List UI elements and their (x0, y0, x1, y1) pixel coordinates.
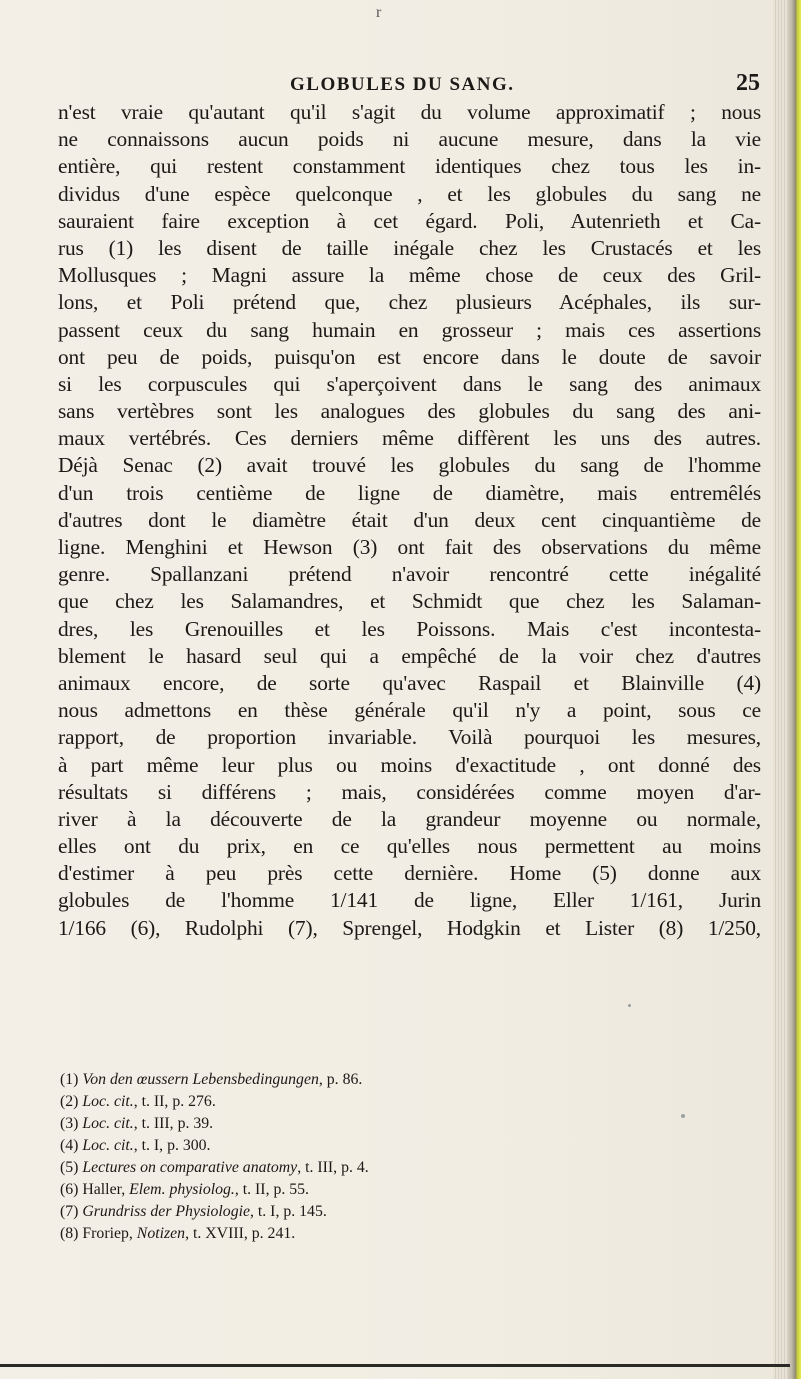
body-line: sans vertèbres sont les analogues des globules du sang des ani- (58, 399, 761, 424)
body-line: ligne. Menghini et Hewson (3) ont fait des observations du même (58, 535, 761, 559)
body-line: Déjà Senac (2) avait trouvé les globules du sang de l'homme (58, 453, 761, 478)
footnote-number: (5) (60, 1159, 79, 1176)
top-mark: r (376, 4, 382, 21)
body-line: Mollusques ; Magni assure la même chose de ceux des Gril- (58, 263, 761, 288)
footnote-title: Grundriss der Physiologie (82, 1203, 250, 1220)
footnote (60, 1223, 660, 1245)
body-line: dividus d'une espèce quelconque , et les globules du sang ne (58, 181, 761, 206)
body-line: elles ont du prix, en ce qu'elles nous permettent au moins (58, 834, 761, 859)
body-line: nous admettons en thèse générale qu'il n'y a point, sous ce (58, 698, 761, 723)
body-line: genre. Spallanzani prétend n'avoir rencontré cette inégalité (58, 562, 761, 587)
footnote (60, 1069, 660, 1091)
footnote (60, 1135, 660, 1157)
body-line: animaux encore, de sorte qu'avec Raspail et Blainville (4) (58, 670, 761, 695)
footnote-title: Elem. physiolog. (129, 1181, 235, 1198)
body-line: si les corpuscules qui s'aperçoivent dans le sang des animaux (58, 371, 761, 396)
footnote-title: Loc. cit. (82, 1115, 134, 1132)
body-line: ne connaissons aucun poids ni aucune mesure, dans la vie (58, 127, 761, 152)
body-line: river à la découverte de la grandeur moyenne ou normale, (58, 806, 761, 831)
body-line: ont peu de poids, puisqu'on est encore dans le doute de savoir (58, 344, 761, 369)
page-number: 25 (736, 70, 760, 96)
footnote-number: (7) (60, 1203, 79, 1220)
page-stack-edge (773, 0, 787, 1379)
bottom-shadow-line (0, 1364, 790, 1367)
footnote-reference: , t. I, p. 145. (250, 1203, 327, 1220)
footnote-reference: , t. XVIII, p. 241. (185, 1225, 296, 1242)
footnote-number: (2) (60, 1093, 79, 1110)
footnote-author: Froriep, (82, 1225, 137, 1242)
running-head: GLOBULES DU SANG. (290, 74, 515, 95)
body-line: maux vertébrés. Ces derniers même diffèrent les uns des autres. (58, 426, 761, 451)
body-line: globules de l'homme 1/141 de ligne, Eller 1/161, Jurin (58, 888, 761, 913)
body-line: d'un trois centième de ligne de diamètre, mais entremêlés (58, 480, 761, 505)
footnote-title: Loc. cit. (82, 1137, 134, 1154)
footnote-number: (6) (60, 1181, 79, 1198)
footnote (60, 1113, 660, 1135)
binding-edge (787, 0, 801, 1379)
body-line: que chez les Salamandres, et Schmidt que chez les Salaman- (58, 589, 761, 614)
footnote-number: (3) (60, 1115, 79, 1132)
body-line: passent ceux du sang humain en grosseur ; mais ces assertions (58, 317, 761, 342)
body-line: n'est vraie qu'autant qu'il s'agit du volume approximatif ; nous (58, 100, 761, 124)
body-line: entière, qui restent constamment identiques chez tous les in- (58, 154, 761, 179)
footnote (60, 1091, 660, 1113)
body-line: rapport, de proportion invariable. Voilà pourquoi les mesures, (58, 725, 761, 750)
body-line: 1/166 (6), Rudolphi (7), Sprengel, Hodgkin et Lister (8) 1/250, (58, 915, 761, 940)
body-line: d'estimer à peu près cette dernière. Home (5) donne aux (58, 861, 761, 886)
footnote (60, 1179, 660, 1201)
body-line: résultats si différens ; mais, considérées comme moyen d'ar- (58, 779, 761, 804)
footnote-reference: , p. 86. (318, 1071, 363, 1088)
footnote (60, 1201, 660, 1223)
footnote-number: (1) (60, 1071, 79, 1088)
footnote-title: Lectures on comparative anatomy (82, 1159, 298, 1176)
body-text (58, 99, 761, 942)
footnote-reference: , t. I, p. 300. (133, 1137, 211, 1154)
footnote-title: Notizen (136, 1225, 186, 1242)
footnote-reference: , t. III, p. 4. (297, 1159, 369, 1176)
footnote-author: Haller, (82, 1181, 130, 1198)
footnote-title: Loc. cit. (82, 1093, 134, 1110)
footnote-number: (4) (60, 1137, 79, 1154)
paper-speck (628, 1004, 631, 1007)
body-line: lons, et Poli prétend que, chez plusieurs Acéphales, ils sur- (58, 290, 761, 315)
footnote (60, 1157, 660, 1179)
body-line: d'autres dont le diamètre était d'un deux cent cinquantième de (58, 507, 761, 532)
footnote-number: (8) (60, 1225, 79, 1242)
body-line: sauraient faire exception à cet égard. Poli, Autenrieth et Ca- (58, 208, 761, 233)
body-line: rus (1) les disent de taille inégale chez les Crustacés et les (58, 235, 761, 260)
paper-speck (681, 1114, 685, 1118)
footnote-title: Von den œussern Lebensbedingungen (82, 1071, 319, 1088)
footnotes (60, 1069, 660, 1245)
body-line: dres, les Grenouilles et les Poissons. Mais c'est incontesta- (58, 616, 761, 641)
body-line: à part même leur plus ou moins d'exactitude , ont donné des (58, 752, 761, 777)
footnote-reference: , t. II, p. 276. (133, 1093, 216, 1110)
body-line: blement le hasard seul qui a empêché de la voir chez d'autres (58, 643, 761, 668)
page-header (60, 62, 760, 102)
footnote-reference: , t. III, p. 39. (133, 1115, 214, 1132)
footnote-reference: , t. II, p. 55. (234, 1181, 310, 1198)
